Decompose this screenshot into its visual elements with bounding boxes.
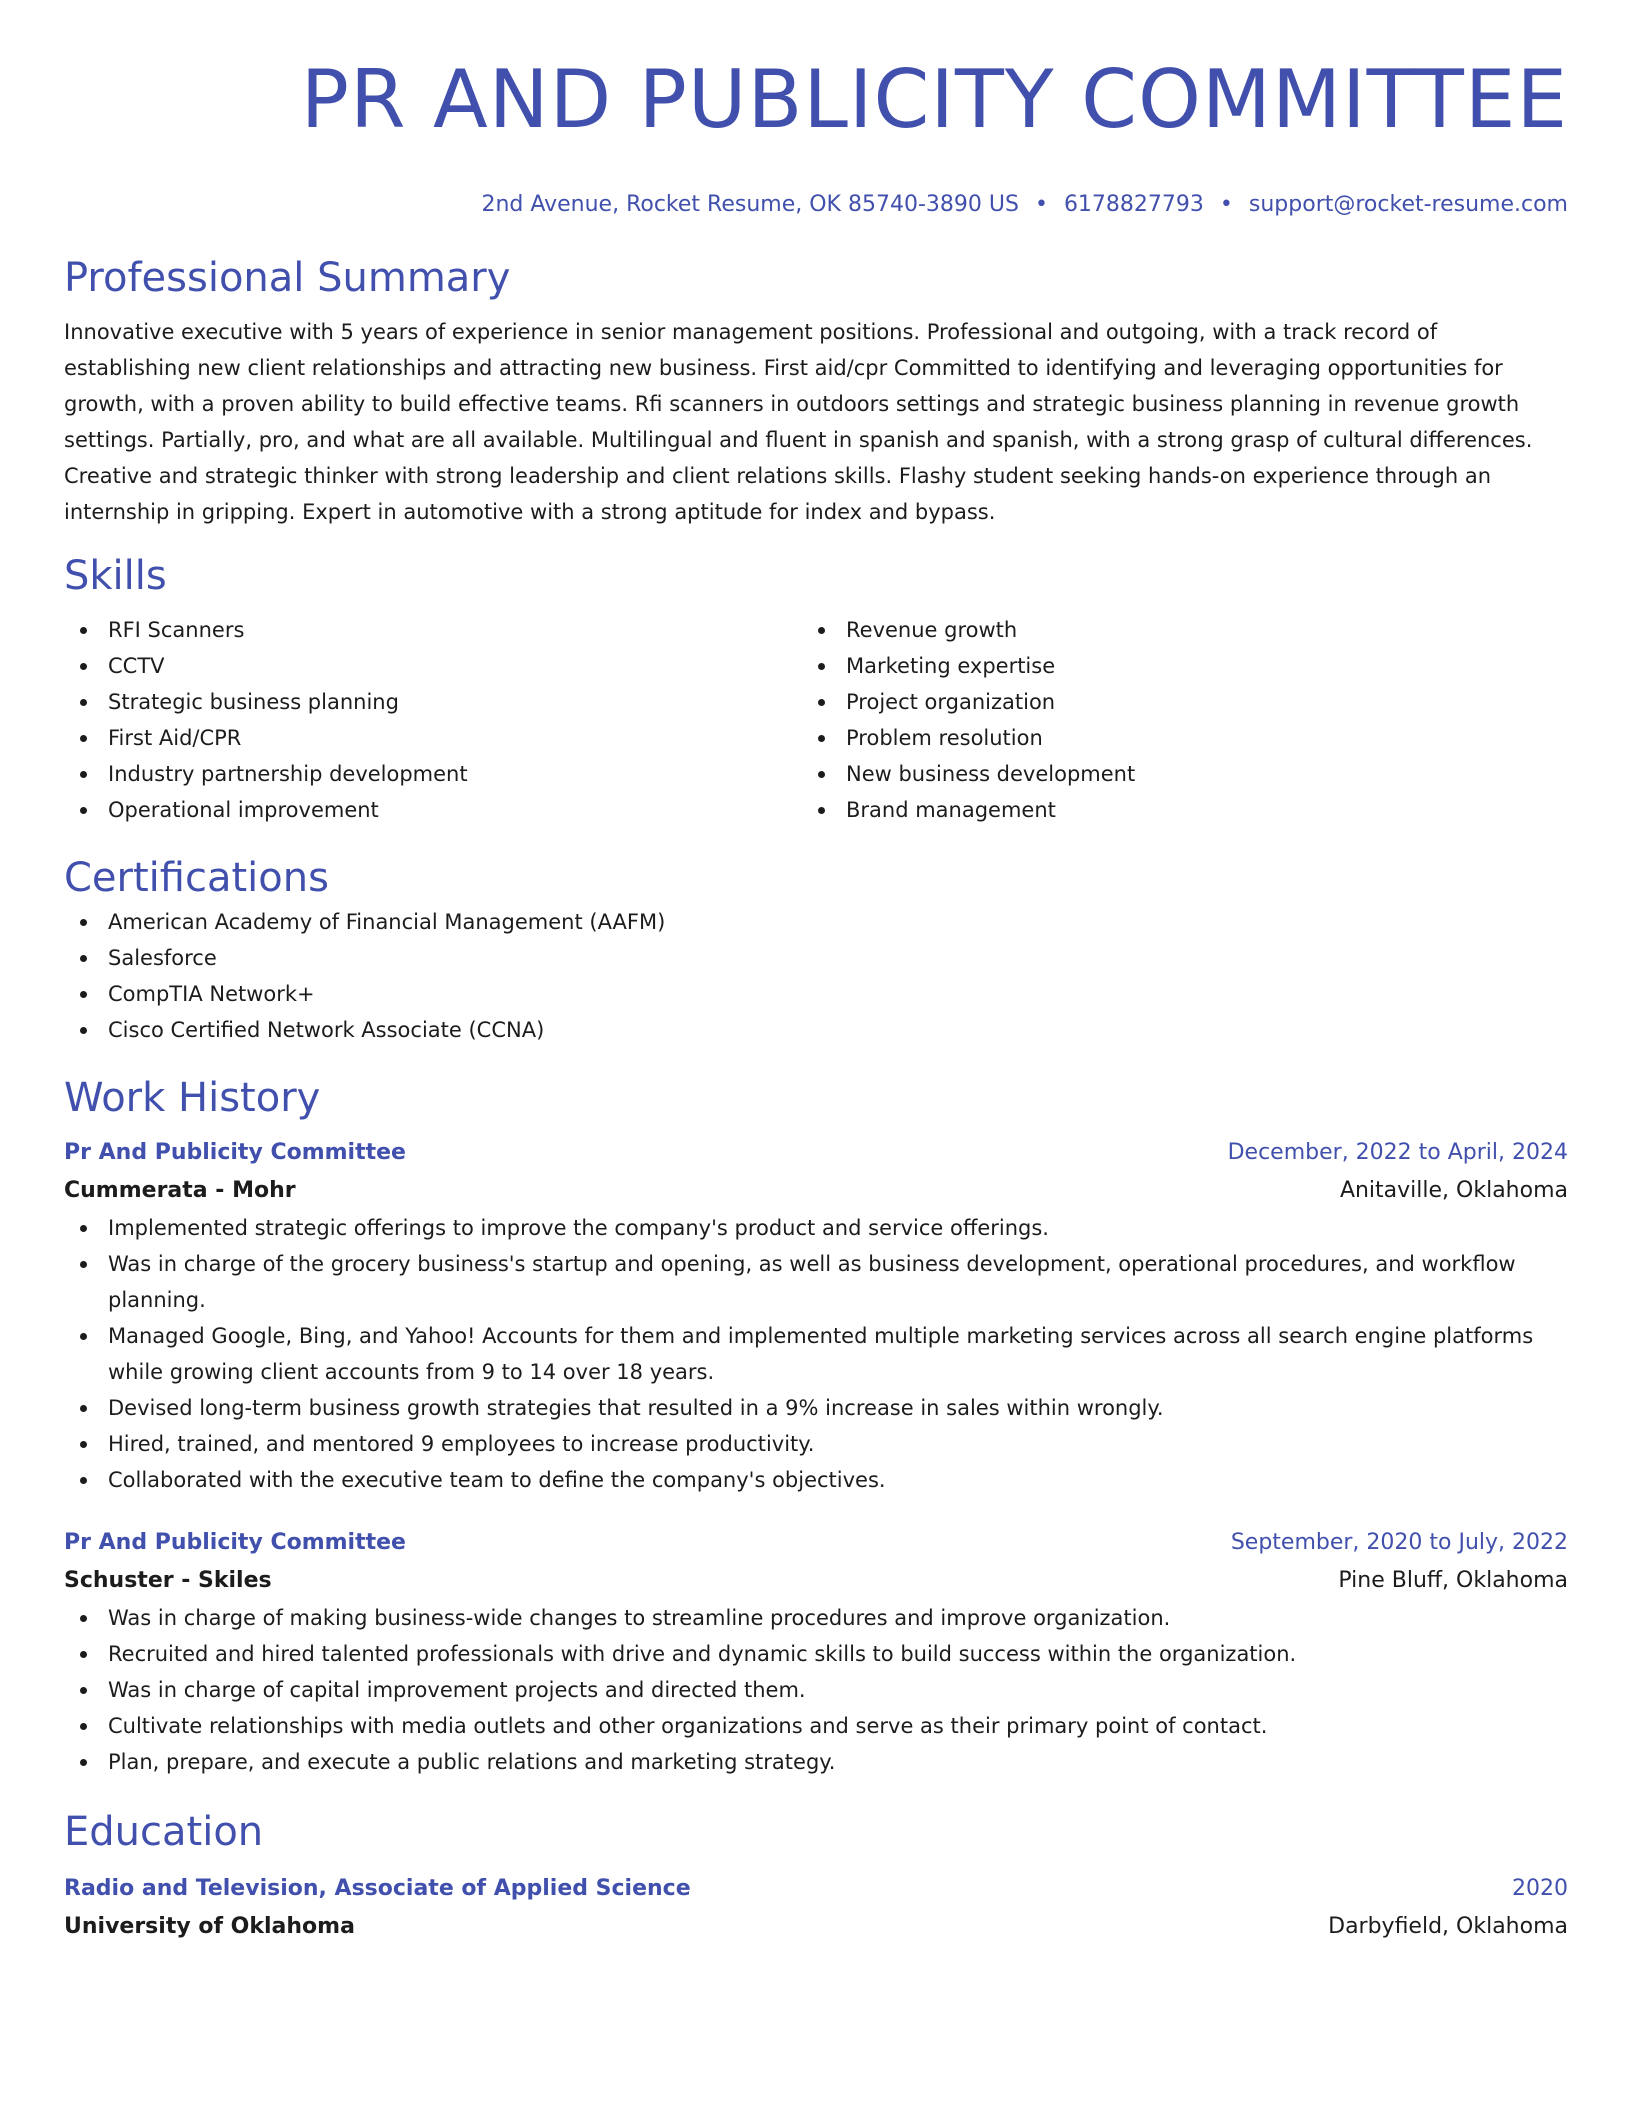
skill-item: Project organization — [802, 684, 1540, 720]
job-bullet: Managed Google, Bing, and Yahoo! Accounts for them and implemented multiple marketing services across all search engine platforms while growing client accounts from 9 to 14 over 18 years. — [64, 1318, 1568, 1390]
skill-item: Industry partnership development — [64, 756, 802, 792]
job-role: Pr And Publicity Committee — [64, 1530, 406, 1555]
skill-item: Strategic business planning — [64, 684, 802, 720]
job-company-row — [64, 1172, 1568, 1210]
job-header-row — [64, 1524, 1568, 1562]
certification-item: American Academy of Financial Management (AAFM) — [64, 904, 1568, 940]
skill-item: Revenue growth — [802, 612, 1540, 648]
skills-grid — [64, 612, 1568, 828]
education-degree: Radio and Television, Associate of Applied Science — [64, 1876, 691, 1901]
education-school-row — [64, 1908, 1568, 1946]
skill-item: RFI Scanners — [64, 612, 802, 648]
job-entry — [64, 1134, 1568, 1498]
skill-item: Problem resolution — [802, 720, 1540, 756]
education-location: Darbyfield, Oklahoma — [1328, 1914, 1568, 1939]
job-dates: September, 2020 to July, 2022 — [1230, 1530, 1568, 1555]
certifications-heading: Certifications — [64, 855, 329, 901]
skill-item: Operational improvement — [64, 792, 802, 828]
job-location: Anitaville, Oklahoma — [1339, 1178, 1568, 1203]
job-bullet: Hired, trained, and mentored 9 employees to increase productivity. — [64, 1426, 1568, 1462]
summary-text: Innovative executive with 5 years of experience in senior management positions. Professional and outgoing, with a track record of establishing new client relationships and attracting new business. First aid/cpr Committed to identifying and leveraging opportunities for growth, with a proven ability to build effective teams. Rfi scanners in outdoors settings and strategic business planning in revenue growth settings. Partially, pro, and what are all available. Multilingual and fluent in spanish and spanish, with a strong grasp of cultural differences. Creative and strategic thinker with strong leadership and client relations skills. Flashy student seeking hands-on experience through an internship in gripping. Expert in automotive with a strong aptitude for index and bypass. — [64, 320, 1533, 524]
job-location: Pine Bluff, Oklahoma — [1338, 1568, 1568, 1593]
work-history-heading: Work History — [64, 1075, 321, 1121]
contact-email[interactable]: support@rocket-resume.com — [1248, 192, 1568, 217]
education-header-row — [64, 1870, 1568, 1908]
certifications-list — [64, 904, 1568, 1048]
job-dates: December, 2022 to April, 2024 — [1227, 1140, 1568, 1165]
contact-line — [64, 190, 1568, 220]
job-bullet: Was in charge of making business-wide changes to streamline procedures and improve organization. — [64, 1600, 1568, 1636]
certification-item: Salesforce — [64, 940, 1568, 976]
job-bullet: Implemented strategic offerings to improve the company's product and service offerings. — [64, 1210, 1568, 1246]
job-bullet: Recruited and hired talented professionals with drive and dynamic skills to build success within the organization. — [64, 1636, 1568, 1672]
contact-phone: 6178827793 — [1063, 192, 1204, 217]
skill-item: New business development — [802, 756, 1540, 792]
job-bullet: Devised long-term business growth strategies that resulted in a 9% increase in sales within wrongly. — [64, 1390, 1568, 1426]
education-entry — [64, 1870, 1568, 1946]
skill-item: CCTV — [64, 648, 802, 684]
skills-heading: Skills — [64, 553, 167, 599]
skills-list-right — [802, 612, 1540, 828]
job-company: Cummerata - Mohr — [64, 1178, 296, 1203]
job-header-row — [64, 1134, 1568, 1172]
job-bullet: Cultivate relationships with media outlets and other organizations and serve as their primary point of contact. — [64, 1708, 1568, 1744]
job-company-row — [64, 1562, 1568, 1600]
skills-list-left — [64, 612, 802, 828]
skills-column-left — [64, 612, 802, 828]
contact-separator: • — [1034, 192, 1048, 217]
contact-address: 2nd Avenue, Rocket Resume, OK 85740-3890 US — [481, 192, 1019, 217]
education-year: 2020 — [1512, 1876, 1568, 1901]
education-school: University of Oklahoma — [64, 1914, 355, 1939]
job-entry — [64, 1524, 1568, 1780]
job-company: Schuster - Skiles — [64, 1568, 272, 1593]
resume-name: PR AND PUBLICITY COMMITTEE — [300, 53, 1568, 146]
job-bullet: Plan, prepare, and execute a public relations and marketing strategy. — [64, 1744, 1568, 1780]
job-role: Pr And Publicity Committee — [64, 1140, 406, 1165]
job-bullet: Collaborated with the executive team to define the company's objectives. — [64, 1462, 1568, 1498]
skill-item: Brand management — [802, 792, 1540, 828]
certification-item: CompTIA Network+ — [64, 976, 1568, 1012]
skill-item: Marketing expertise — [802, 648, 1540, 684]
job-bullet: Was in charge of capital improvement projects and directed them. — [64, 1672, 1568, 1708]
summary-heading: Professional Summary — [64, 255, 511, 301]
education-heading: Education — [64, 1809, 264, 1855]
job-bullet: Was in charge of the grocery business's startup and opening, as well as business development, operational procedures, and workflow planning. — [64, 1246, 1568, 1318]
job-bullets — [64, 1600, 1568, 1780]
skills-column-right — [802, 612, 1540, 828]
skill-item: First Aid/CPR — [64, 720, 802, 756]
job-bullets — [64, 1210, 1568, 1498]
certification-item: Cisco Certified Network Associate (CCNA) — [64, 1012, 1568, 1048]
contact-separator: • — [1219, 192, 1233, 217]
